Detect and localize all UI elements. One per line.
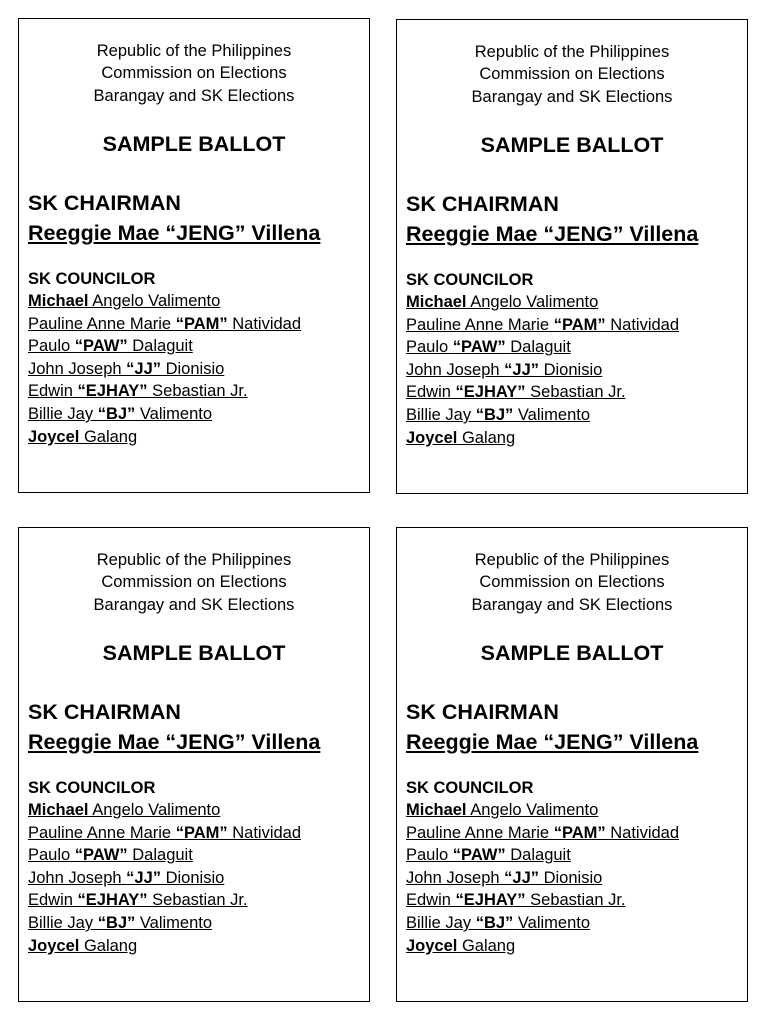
councilor-name-post: Angelo Valimento xyxy=(88,292,221,310)
councilor-name-post: Valimento xyxy=(513,913,591,932)
councilor-item xyxy=(406,427,679,450)
councilor-name-bold: “EJHAY” xyxy=(455,891,526,910)
header-line-elections: Barangay and SK Elections xyxy=(471,596,673,614)
councilor-name xyxy=(406,846,571,864)
councilor-name-post: Valimento xyxy=(135,404,213,423)
councilor-name-post: Dalaguit xyxy=(127,337,193,356)
councilor-name-bold: “JJ” xyxy=(504,868,540,887)
header-line-elections: Barangay and SK Elections xyxy=(93,596,295,614)
sample-ballot-title: SAMPLE BALLOT xyxy=(480,133,664,157)
councilor-name-pre: Edwin xyxy=(406,891,456,910)
councilor-name-post: Natividad xyxy=(227,314,302,333)
councilor-name-bold: “JJ” xyxy=(126,868,162,887)
councilor-name-pre: Paulo xyxy=(406,846,453,865)
councilor-name-bold: Joycel xyxy=(28,427,80,446)
ballot-card xyxy=(396,19,748,494)
sk-councilor-heading: SK COUNCILOR xyxy=(28,270,156,288)
councilor-item xyxy=(28,335,301,358)
councilor-name xyxy=(406,338,571,356)
councilor-name-bold: “EJHAY” xyxy=(77,382,148,401)
councilor-name xyxy=(28,914,212,932)
councilor-name-pre: Billie Jay xyxy=(406,913,476,932)
councilor-name-bold: Joycel xyxy=(406,936,458,955)
councilor-item xyxy=(406,799,679,822)
councilor-item xyxy=(28,912,301,935)
councilor-name xyxy=(406,293,598,311)
councilor-name-bold: “JJ” xyxy=(504,360,540,379)
councilor-item xyxy=(406,822,679,845)
ballot-card xyxy=(18,18,370,493)
sk-chairman-name: Reeggie Mae “JENG” Villena xyxy=(28,221,321,245)
councilor-name xyxy=(406,824,679,842)
sk-councilor-heading: SK COUNCILOR xyxy=(406,271,534,289)
councilor-item xyxy=(406,935,679,958)
councilor-item xyxy=(28,426,301,449)
councilor-name-pre: Pauline Anne Marie xyxy=(28,823,176,842)
councilor-name-post: Sebastian Jr. xyxy=(525,383,626,402)
header-line-elections: Barangay and SK Elections xyxy=(93,87,295,105)
councilor-name-bold: Joycel xyxy=(406,428,458,447)
councilor-item xyxy=(28,358,301,381)
councilor-name-post: Dalaguit xyxy=(505,846,571,865)
councilor-name-post: Angelo Valimento xyxy=(466,293,599,311)
councilor-name xyxy=(28,405,212,423)
ballot-card xyxy=(18,527,370,1002)
councilor-name-pre: Pauline Anne Marie xyxy=(28,314,176,333)
header-line-republic: Republic of the Philippines xyxy=(474,551,670,569)
councilor-name-post: Angelo Valimento xyxy=(88,801,221,819)
councilor-name-bold: “PAW” xyxy=(452,338,506,357)
councilor-name-bold: “PAM” xyxy=(175,314,228,333)
councilor-item xyxy=(406,314,679,337)
councilor-name-bold: “EJHAY” xyxy=(455,383,526,402)
councilor-name-post: Valimento xyxy=(513,405,591,424)
councilor-name xyxy=(406,406,590,424)
header-line-comelec: Commission on Elections xyxy=(479,65,665,83)
councilor-name-bold: “PAM” xyxy=(553,315,606,334)
councilor-item xyxy=(406,844,679,867)
header-line-republic: Republic of the Philippines xyxy=(474,43,670,61)
header-line-comelec: Commission on Elections xyxy=(101,64,287,82)
councilor-name xyxy=(406,383,626,401)
sk-councilor-heading: SK COUNCILOR xyxy=(406,779,534,797)
sk-chairman-heading: SK CHAIRMAN xyxy=(406,192,559,216)
councilor-name-post: Natividad xyxy=(605,823,680,842)
councilor-name-pre: Pauline Anne Marie xyxy=(406,315,554,334)
councilor-name-post: Natividad xyxy=(227,823,302,842)
councilor-item xyxy=(28,380,301,403)
councilor-name xyxy=(28,382,248,400)
councilor-name-post: Galang xyxy=(457,936,516,955)
councilor-name xyxy=(28,869,224,887)
councilor-name-post: Sebastian Jr. xyxy=(147,382,248,401)
councilor-name-bold: Michael xyxy=(406,801,467,819)
councilor-name-bold: “PAM” xyxy=(553,823,606,842)
councilor-name-pre: Edwin xyxy=(28,891,78,910)
councilor-name-pre: Paulo xyxy=(406,338,453,357)
sk-chairman-name: Reeggie Mae “JENG” Villena xyxy=(406,222,699,246)
councilor-name-bold: Michael xyxy=(406,293,467,311)
councilor-name-bold: “BJ” xyxy=(475,405,514,424)
councilor-name-post: Dalaguit xyxy=(127,846,193,865)
councilor-name-post: Galang xyxy=(79,936,138,955)
ballot-card xyxy=(396,527,748,1002)
councilor-name-pre: Pauline Anne Marie xyxy=(406,823,554,842)
councilor-list xyxy=(28,290,301,448)
councilor-name xyxy=(406,316,679,334)
councilor-name xyxy=(406,869,602,887)
councilor-name-bold: Michael xyxy=(28,801,89,819)
councilor-name-post: Natividad xyxy=(605,315,680,334)
councilor-item xyxy=(28,290,301,313)
councilor-name-pre: John Joseph xyxy=(28,868,127,887)
councilor-name xyxy=(406,891,626,909)
councilor-name-pre: Edwin xyxy=(406,383,456,402)
sk-chairman-heading: SK CHAIRMAN xyxy=(406,700,559,724)
councilor-name-post: Dionisio xyxy=(539,360,603,379)
councilor-name-post: Dalaguit xyxy=(505,338,571,357)
councilor-item xyxy=(406,381,679,404)
header-line-comelec: Commission on Elections xyxy=(479,573,665,591)
header-line-elections: Barangay and SK Elections xyxy=(471,88,673,106)
councilor-name-post: Sebastian Jr. xyxy=(525,891,626,910)
councilor-name-pre: Edwin xyxy=(28,382,78,401)
councilor-item xyxy=(406,912,679,935)
councilor-name xyxy=(28,292,220,310)
sample-ballot-title: SAMPLE BALLOT xyxy=(102,641,286,665)
councilor-name xyxy=(406,937,515,955)
sk-chairman-name: Reeggie Mae “JENG” Villena xyxy=(28,730,321,754)
councilor-name-post: Galang xyxy=(457,428,516,447)
councilor-name xyxy=(28,824,301,842)
sk-chairman-name: Reeggie Mae “JENG” Villena xyxy=(406,730,699,754)
councilor-item xyxy=(28,935,301,958)
councilor-item xyxy=(406,867,679,890)
councilor-item xyxy=(406,889,679,912)
councilor-item xyxy=(406,404,679,427)
councilor-name xyxy=(28,846,193,864)
sk-councilor-heading: SK COUNCILOR xyxy=(28,779,156,797)
councilor-name xyxy=(28,891,248,909)
councilor-name-post: Dionisio xyxy=(161,868,225,887)
councilor-item xyxy=(28,403,301,426)
councilor-name xyxy=(28,428,137,446)
councilor-name xyxy=(406,429,515,447)
councilor-name-bold: “BJ” xyxy=(97,913,136,932)
sample-ballot-title: SAMPLE BALLOT xyxy=(102,132,286,156)
councilor-name-bold: “PAW” xyxy=(452,846,506,865)
sk-chairman-heading: SK CHAIRMAN xyxy=(28,191,181,215)
councilor-name-pre: John Joseph xyxy=(28,359,127,378)
councilor-list xyxy=(406,291,679,449)
sk-chairman-heading: SK CHAIRMAN xyxy=(28,700,181,724)
councilor-name-pre: Paulo xyxy=(28,846,75,865)
councilor-name-post: Valimento xyxy=(135,913,213,932)
councilor-item xyxy=(406,359,679,382)
councilor-item xyxy=(28,889,301,912)
councilor-item xyxy=(28,822,301,845)
councilor-item xyxy=(28,867,301,890)
councilor-item xyxy=(28,313,301,336)
councilor-name xyxy=(406,914,590,932)
councilor-name-bold: Joycel xyxy=(28,936,80,955)
councilor-name-pre: John Joseph xyxy=(406,868,505,887)
councilor-name-bold: “EJHAY” xyxy=(77,891,148,910)
header-line-comelec: Commission on Elections xyxy=(101,573,287,591)
councilor-name-bold: “JJ” xyxy=(126,359,162,378)
councilor-name-post: Dionisio xyxy=(539,868,603,887)
councilor-name-pre: Billie Jay xyxy=(28,404,98,423)
councilor-name-bold: Michael xyxy=(28,292,89,310)
councilor-name-bold: “BJ” xyxy=(97,404,136,423)
councilor-list xyxy=(28,799,301,957)
councilor-name-bold: “BJ” xyxy=(475,913,514,932)
councilor-item xyxy=(28,799,301,822)
councilor-name-bold: “PAM” xyxy=(175,823,228,842)
councilor-name-post: Angelo Valimento xyxy=(466,801,599,819)
councilor-name-pre: Billie Jay xyxy=(28,913,98,932)
councilor-name-pre: Billie Jay xyxy=(406,405,476,424)
councilor-name xyxy=(406,801,598,819)
councilor-name-bold: “PAW” xyxy=(74,846,128,865)
councilor-name-pre: Paulo xyxy=(28,337,75,356)
header-line-republic: Republic of the Philippines xyxy=(96,42,292,60)
councilor-name-pre: John Joseph xyxy=(406,360,505,379)
sample-ballot-title: SAMPLE BALLOT xyxy=(480,641,664,665)
councilor-item xyxy=(28,844,301,867)
councilor-name xyxy=(28,360,224,378)
councilor-name-post: Sebastian Jr. xyxy=(147,891,248,910)
councilor-name-bold: “PAW” xyxy=(74,337,128,356)
councilor-name xyxy=(28,337,193,355)
councilor-name-post: Galang xyxy=(79,427,138,446)
councilor-name xyxy=(28,315,301,333)
councilor-name-post: Dionisio xyxy=(161,359,225,378)
header-line-republic: Republic of the Philippines xyxy=(96,551,292,569)
councilor-item xyxy=(406,291,679,314)
councilor-name xyxy=(28,801,220,819)
councilor-name xyxy=(406,361,602,379)
councilor-list xyxy=(406,799,679,957)
councilor-item xyxy=(406,336,679,359)
councilor-name xyxy=(28,937,137,955)
